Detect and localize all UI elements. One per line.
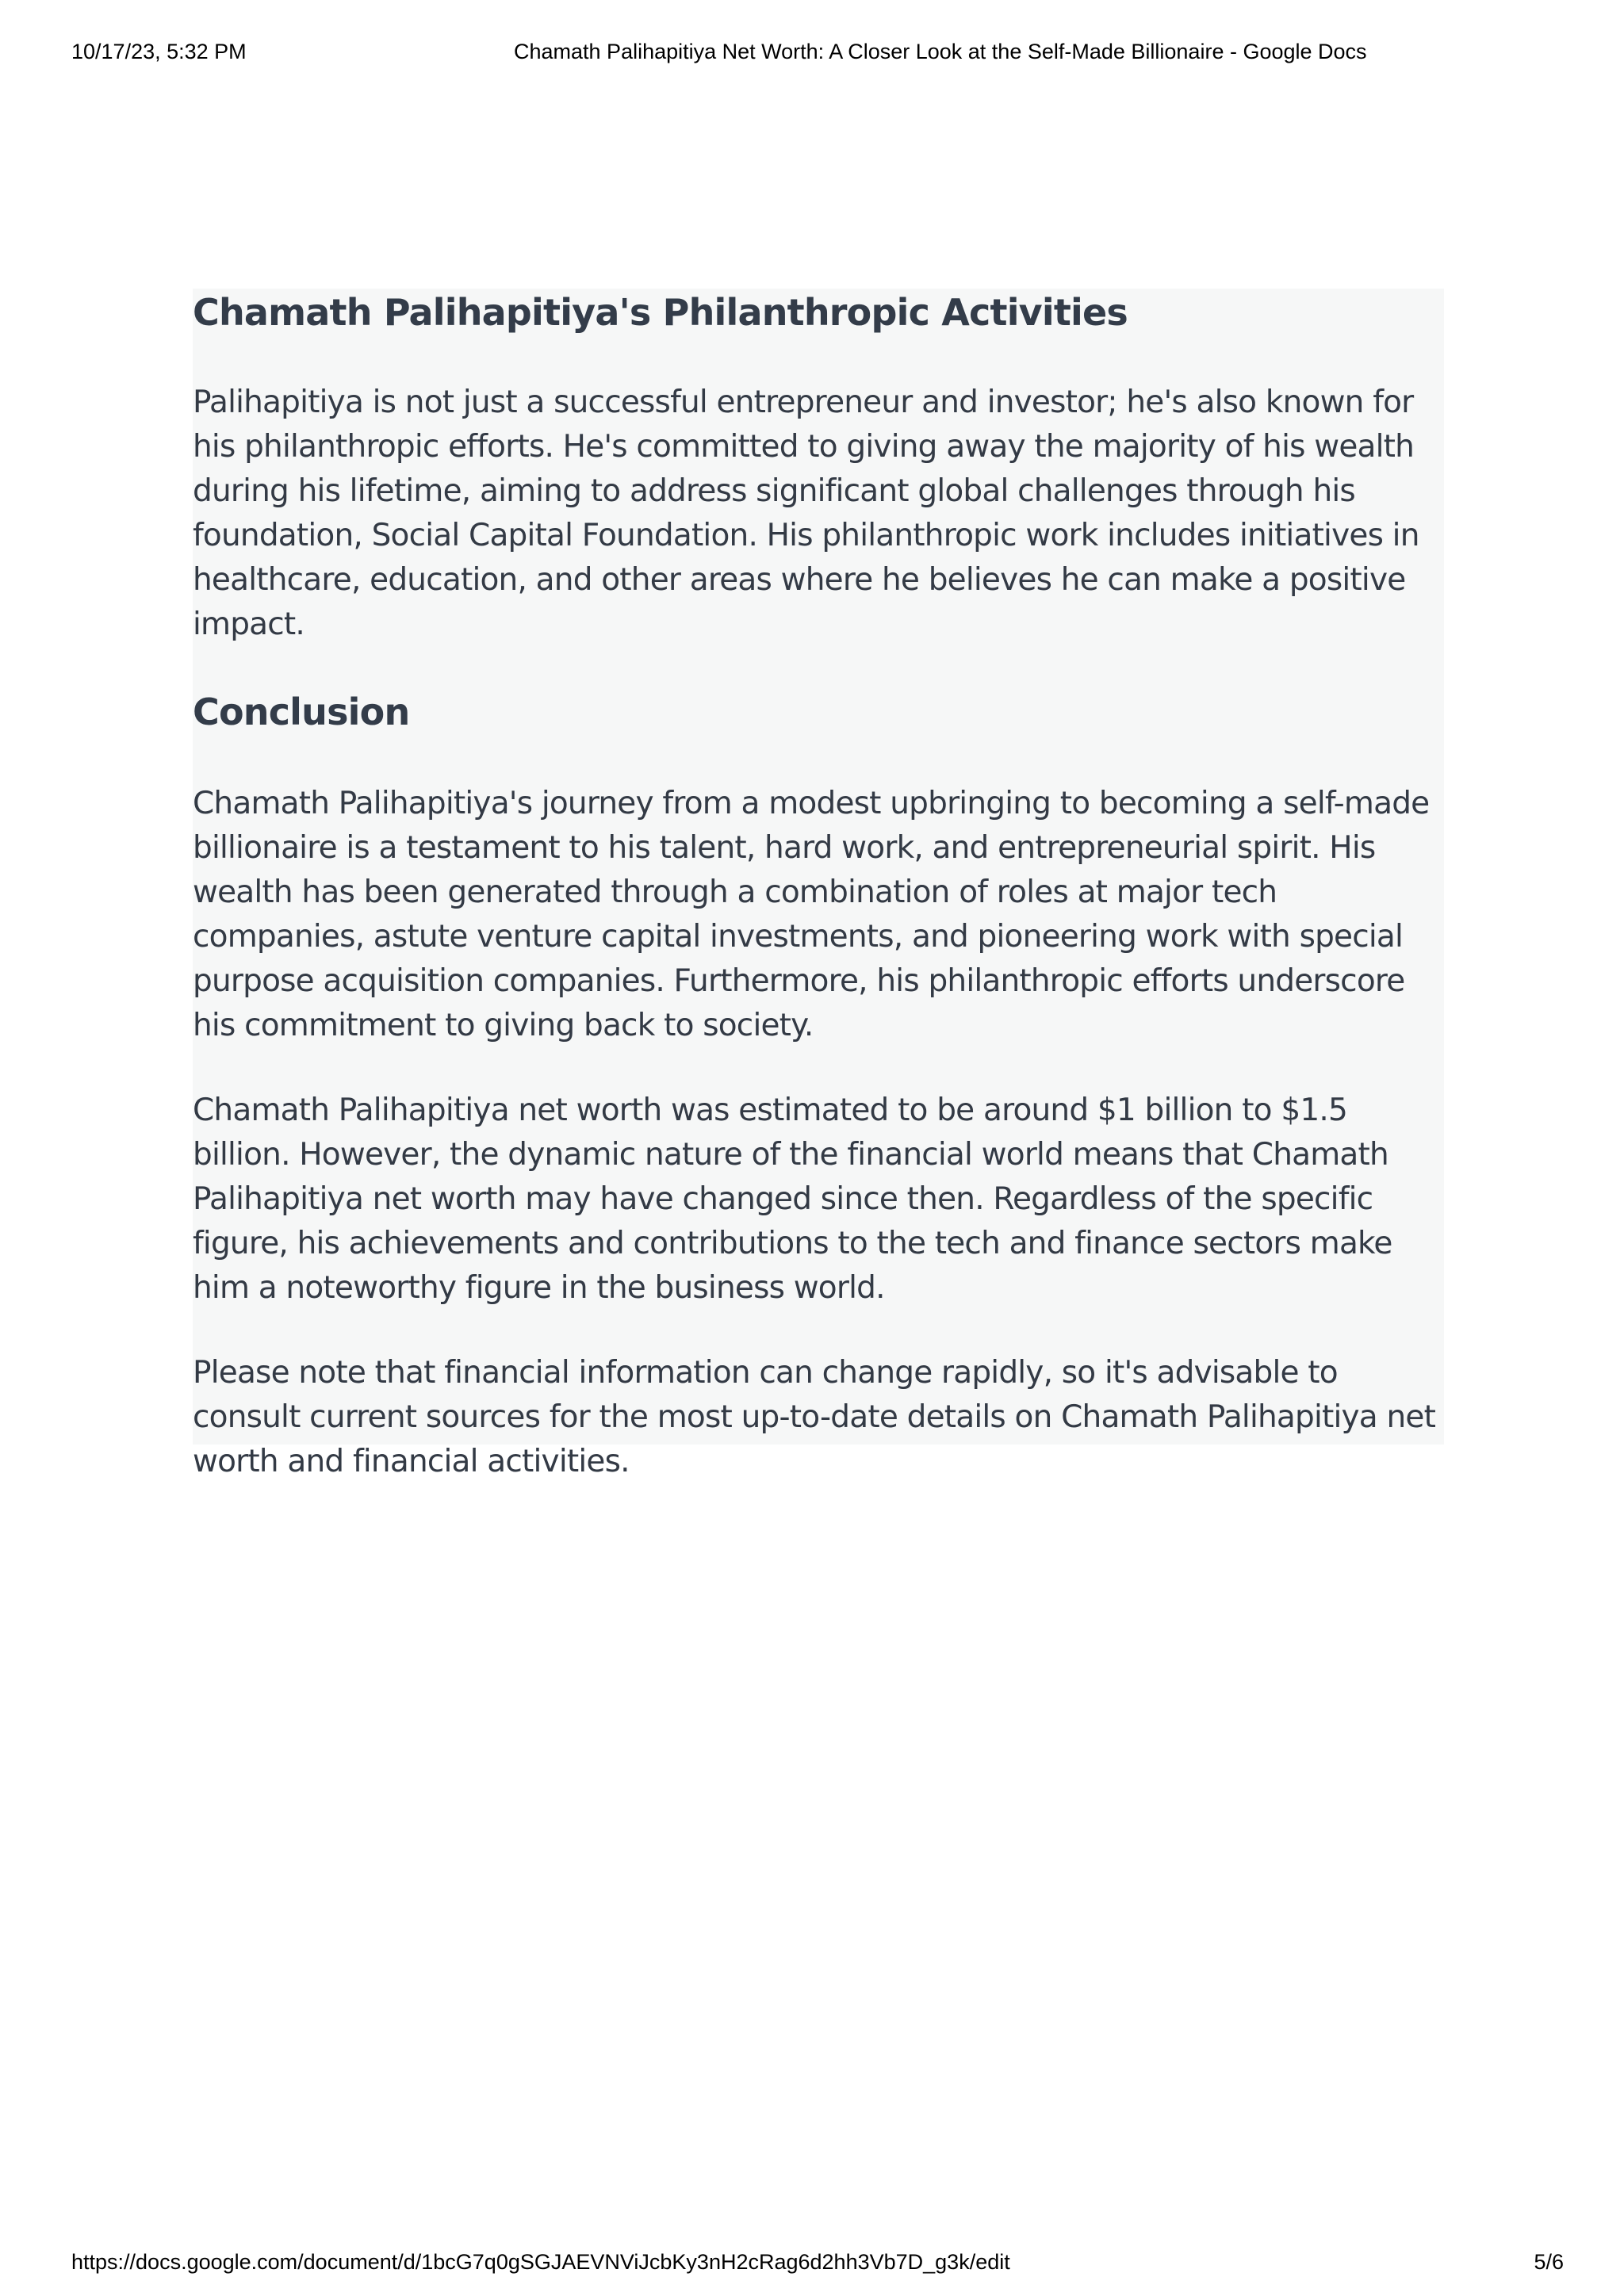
print-header bbox=[0, 40, 1624, 68]
paragraph-conclusion-net-worth: Chamath Palihapitiya net worth was estimated to be around $1 billion to $1.5 billion. However, the dynamic nature of the financial world means that Chamath Palihapitiya net worth may have changed since then. Regardless of the specific figure, his achievements and contributions to the tech and finance sectors make him a noteworthy figure in the business world. bbox=[193, 1093, 1392, 1306]
paragraph-philanthropy: Palihapitiya is not just a successful entrepreneur and investor; he's also known for his philanthropic efforts. He's committed to giving away the majority of his wealth during his lifetime, aiming to address significant global challenges through his foundation, Social Capital Foundation. His philanthropic work includes initiatives in healthcare, education, and other areas where he believes he can make a positive impact. bbox=[193, 385, 1419, 642]
print-datetime: 10/17/23, 5:32 PM bbox=[71, 40, 247, 63]
paragraph-conclusion-journey: Chamath Palihapitiya's journey from a modest upbringing to becoming a self-made billionaire is a testament to his talent, hard work, and entrepreneurial spirit. His wealth has been generated through a combination of roles at major tech companies, astute venture capital investments, and pioneering work with special purpose acquisition companies. Furthermore, his philanthropic efforts underscore his commitment to giving back to society. bbox=[193, 786, 1430, 1043]
print-footer bbox=[0, 2250, 1624, 2279]
page-number: 5/6 bbox=[1534, 2250, 1564, 2274]
section-heading-philanthropy: Chamath Palihapitiya's Philanthropic Activities bbox=[193, 291, 1128, 334]
document-content bbox=[193, 289, 1444, 1479]
print-document-title: Chamath Palihapitiya Net Worth: A Closer Look at the Self-Made Billionaire - Google Docs bbox=[514, 40, 1367, 63]
paragraph-conclusion-note: Please note that financial information can change rapidly, so it's advisable to consult current sources for the most up-to-date details on Chamath Palihapitiya net worth and financial activities. bbox=[193, 1355, 1436, 1479]
section-heading-conclusion: Conclusion bbox=[193, 691, 410, 733]
print-url: https://docs.google.com/document/d/1bcG7q0gSGJAEVNViJcbKy3nH2cRag6d2hh3Vb7D_g3k/edit bbox=[71, 2250, 1010, 2274]
